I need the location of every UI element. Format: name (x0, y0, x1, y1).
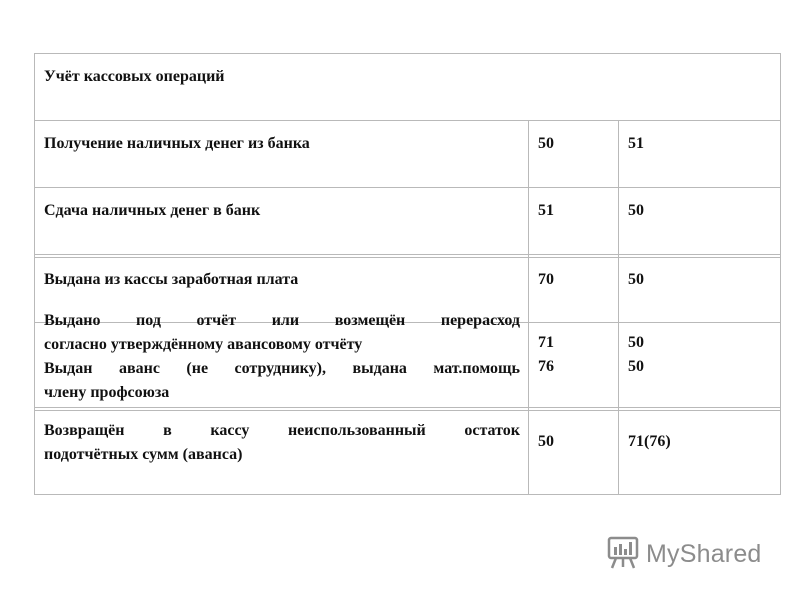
row-divider (34, 257, 781, 258)
row-4-credit-line: 50 (628, 334, 644, 351)
row-divider (34, 410, 781, 411)
row-4-debit (538, 331, 554, 379)
column-divider-credit (618, 120, 619, 495)
row-4-credit (628, 331, 644, 379)
row-5-debit: 50 (538, 433, 554, 450)
row-5-description-line: подотчётных сумм (аванса) (44, 446, 243, 463)
row-divider (34, 407, 781, 408)
row-4-description-line: Выдано под отчёт или возмещён перерасход (44, 312, 520, 329)
presentation-board-icon (606, 534, 640, 575)
row-4-description-line: члену профсоюза (44, 384, 170, 401)
row-4-credit-line: 50 (628, 358, 644, 375)
myshared-watermark (606, 534, 762, 574)
row-3-description: Выдана из кассы заработная плата (44, 271, 299, 288)
row-2-credit: 50 (628, 202, 644, 219)
row-3-credit: 50 (628, 271, 644, 288)
row-4-description (44, 309, 520, 405)
row-1-description: Получение наличных денег из банка (44, 135, 310, 152)
row-5-credit: 71(76) (628, 433, 671, 450)
row-1-debit: 50 (538, 135, 554, 152)
watermark-text: MyShared (646, 539, 762, 568)
row-4-debit-line: 76 (538, 358, 554, 375)
table-border-top (34, 53, 781, 54)
row-divider (34, 254, 781, 255)
table-title: Учёт кассовых операций (44, 68, 225, 85)
table-border-bottom (34, 494, 781, 495)
row-2-debit: 51 (538, 202, 554, 219)
row-2-description: Сдача наличных денег в банк (44, 202, 261, 219)
row-divider (34, 120, 781, 121)
row-4-description-line: согласно утверждённому авансовому отчёту (44, 336, 363, 353)
row-4-debit-line: 71 (538, 334, 554, 351)
row-5-description (44, 419, 520, 467)
column-divider-debit (528, 120, 529, 495)
row-5-description-line: Возвращён в кассу неиспользованный остаток (44, 422, 520, 439)
row-3-debit: 70 (538, 271, 554, 288)
row-4-description-line: Выдан аванс (не сотруднику), выдана мат.помощь (44, 360, 520, 377)
row-divider (34, 187, 781, 188)
row-1-credit: 51 (628, 135, 644, 152)
